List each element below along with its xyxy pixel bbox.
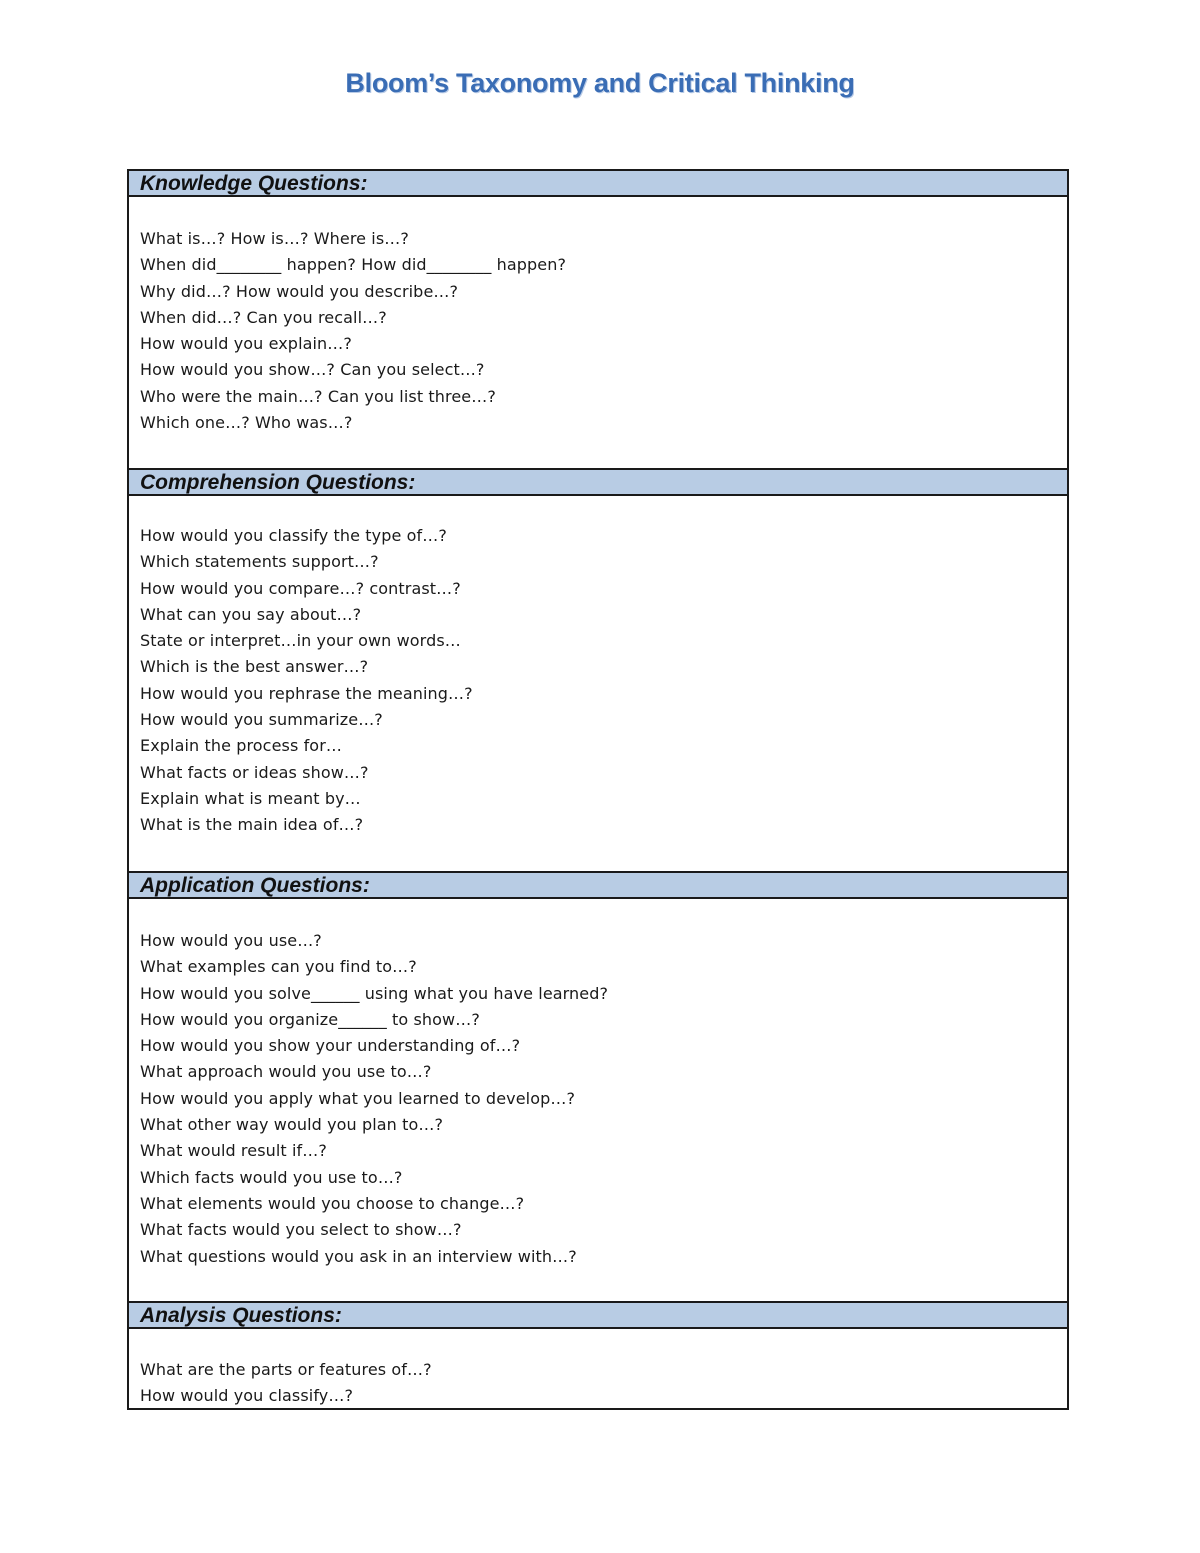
question-item: Explain the process for… bbox=[140, 736, 342, 756]
question-item: How would you classify the type of…? bbox=[140, 526, 447, 545]
question-item: How would you summarize…? bbox=[140, 710, 383, 730]
question-item: Which facts would you use to…? bbox=[140, 1167, 403, 1187]
question-item: How would you show…? Can you select…? bbox=[140, 360, 485, 380]
comprehension-section bbox=[129, 468, 1067, 835]
question-item: What facts or ideas show…? bbox=[140, 762, 369, 782]
question-item: When did________ happen? How did________ happen? bbox=[140, 255, 567, 275]
question-table bbox=[127, 169, 1069, 1410]
application-section bbox=[129, 871, 1067, 1266]
application-heading: Application Questions: bbox=[129, 871, 1067, 899]
comprehension-heading: Comprehension Questions: bbox=[129, 468, 1067, 496]
question-item: What are the parts or features of…? bbox=[140, 1360, 432, 1379]
question-item: What is the main idea of…? bbox=[140, 815, 364, 835]
knowledge-section bbox=[129, 171, 1067, 433]
question-item: How would you explain…? bbox=[140, 334, 352, 354]
question-item: State or interpret…in your own words… bbox=[140, 631, 461, 651]
question-item: How would you apply what you learned to develop…? bbox=[140, 1088, 576, 1108]
question-item: What other way would you plan to…? bbox=[140, 1115, 444, 1135]
question-item: What elements would you choose to change…? bbox=[140, 1193, 525, 1213]
question-item: What would result if…? bbox=[140, 1141, 327, 1161]
question-item: How would you use…? bbox=[140, 931, 322, 950]
application-question-list bbox=[140, 928, 608, 1270]
question-item: How would you show your understanding of…? bbox=[140, 1036, 521, 1056]
comprehension-question-list bbox=[140, 523, 473, 839]
question-item: How would you compare…? contrast…? bbox=[140, 578, 461, 598]
question-item: What examples can you find to…? bbox=[140, 957, 417, 977]
question-item: How would you classify…? bbox=[140, 1386, 354, 1406]
question-item: When did…? Can you recall…? bbox=[140, 307, 387, 327]
question-item: What facts would you select to show…? bbox=[140, 1220, 462, 1240]
question-item: How would you rephrase the meaning…? bbox=[140, 683, 473, 703]
question-item: Explain what is meant by… bbox=[140, 788, 361, 808]
question-item: What questions would you ask in an interview with…? bbox=[140, 1246, 577, 1266]
question-item: What is…? How is…? Where is…? bbox=[140, 229, 409, 248]
question-item: How would you organize______ to show…? bbox=[140, 1009, 480, 1029]
document-title: Bloom’s Taxonomy and Critical Thinking bbox=[345, 68, 855, 98]
question-item: Which statements support…? bbox=[140, 552, 379, 572]
question-item: How would you solve______ using what you have learned? bbox=[140, 983, 609, 1003]
question-item: Who were the main…? Can you list three…? bbox=[140, 386, 496, 406]
question-item: What can you say about…? bbox=[140, 604, 362, 624]
knowledge-heading: Knowledge Questions: bbox=[129, 171, 1067, 197]
question-item: What approach would you use to…? bbox=[140, 1062, 432, 1082]
analysis-section bbox=[129, 1301, 1067, 1406]
question-item: Which is the best answer…? bbox=[140, 657, 369, 677]
question-item: Why did…? How would you describe…? bbox=[140, 281, 459, 301]
knowledge-question-list bbox=[140, 226, 566, 436]
question-item: Which one…? Who was…? bbox=[140, 413, 353, 433]
analysis-heading: Analysis Questions: bbox=[129, 1301, 1067, 1329]
analysis-question-list bbox=[140, 1357, 432, 1410]
